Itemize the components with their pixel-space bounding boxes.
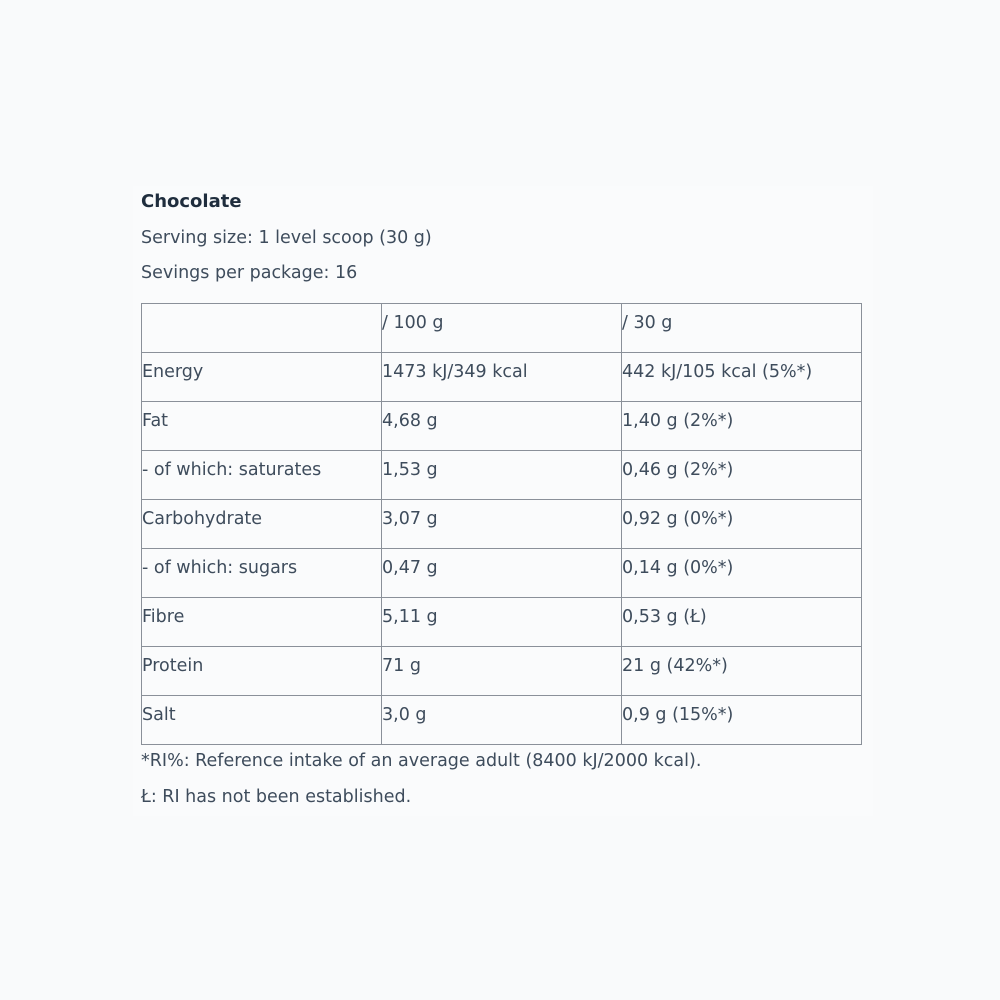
product-title: Chocolate [141,191,242,212]
nutrient-name: Carbohydrate [142,509,263,529]
header-cell-per-serving [622,304,862,353]
table-row [142,451,862,500]
servings-per-package-text: Sevings per package: 16 [141,263,358,283]
nutrient-cell [142,647,382,696]
per-100g-cell [382,402,622,451]
serving-size-text: Serving size: 1 level scoop (30 g) [141,228,432,248]
per-100g-value: 1473 kJ/349 kcal [382,362,528,382]
per-100g-cell [382,353,622,402]
per-100g-value: 3,0 g [382,705,427,725]
per-100g-value: 1,53 g [382,460,438,480]
per-serving-value: 0,14 g (0%*) [622,558,734,578]
per-serving-value: 442 kJ/105 kcal (5%*) [622,362,813,382]
nutrient-cell [142,353,382,402]
per-serving-value: 0,53 g (Ł) [622,607,707,627]
per-serving-cell [622,353,862,402]
per-100g-cell [382,598,622,647]
nutrient-name: Protein [142,656,204,676]
table-row [142,549,862,598]
per-serving-cell [622,549,862,598]
per-100g-value: 71 g [382,656,421,676]
nutrient-name: - of which: sugars [142,558,298,578]
ri-not-established-footnote: Ł: RI has not been established. [141,787,412,807]
per-serving-value: 21 g (42%*) [622,656,728,676]
nutrient-cell [142,402,382,451]
per-100g-value: 5,11 g [382,607,438,627]
header-cell-per-100g [382,304,622,353]
table-row [142,500,862,549]
nutrient-cell [142,696,382,745]
per-serving-value: 0,46 g (2%*) [622,460,734,480]
per-100g-cell [382,500,622,549]
table-row [142,696,862,745]
nutrient-cell [142,500,382,549]
per-100g-cell [382,451,622,500]
per-100g-value: 4,68 g [382,411,438,431]
per-serving-value: 1,40 g (2%*) [622,411,734,431]
table-row [142,647,862,696]
nutrient-name: - of which: saturates [142,460,322,480]
per-serving-cell [622,451,862,500]
per-serving-cell [622,696,862,745]
header-label [142,304,381,313]
per-serving-value: 0,9 g (15%*) [622,705,734,725]
per-100g-cell [382,647,622,696]
table-row [142,598,862,647]
nutrient-cell [142,549,382,598]
per-serving-cell [622,647,862,696]
nutrition-table [141,303,862,745]
per-serving-cell [622,598,862,647]
table-header-row [142,304,862,353]
per-100g-cell [382,696,622,745]
ri-footnote: *RI%: Reference intake of an average adult (8400 kJ/2000 kcal). [141,751,702,771]
nutrient-name: Energy [142,362,204,382]
table-row [142,402,862,451]
table-row [142,353,862,402]
header-label: / 100 g [382,313,444,333]
per-serving-cell [622,402,862,451]
per-serving-value: 0,92 g (0%*) [622,509,734,529]
nutrient-name: Fat [142,411,169,431]
nutrient-name: Fibre [142,607,185,627]
nutrient-cell [142,451,382,500]
per-serving-cell [622,500,862,549]
nutrient-cell [142,598,382,647]
per-100g-value: 3,07 g [382,509,438,529]
header-label: / 30 g [622,313,673,333]
header-cell-nutrient [142,304,382,353]
nutrient-name: Salt [142,705,176,725]
per-100g-cell [382,549,622,598]
per-100g-value: 0,47 g [382,558,438,578]
